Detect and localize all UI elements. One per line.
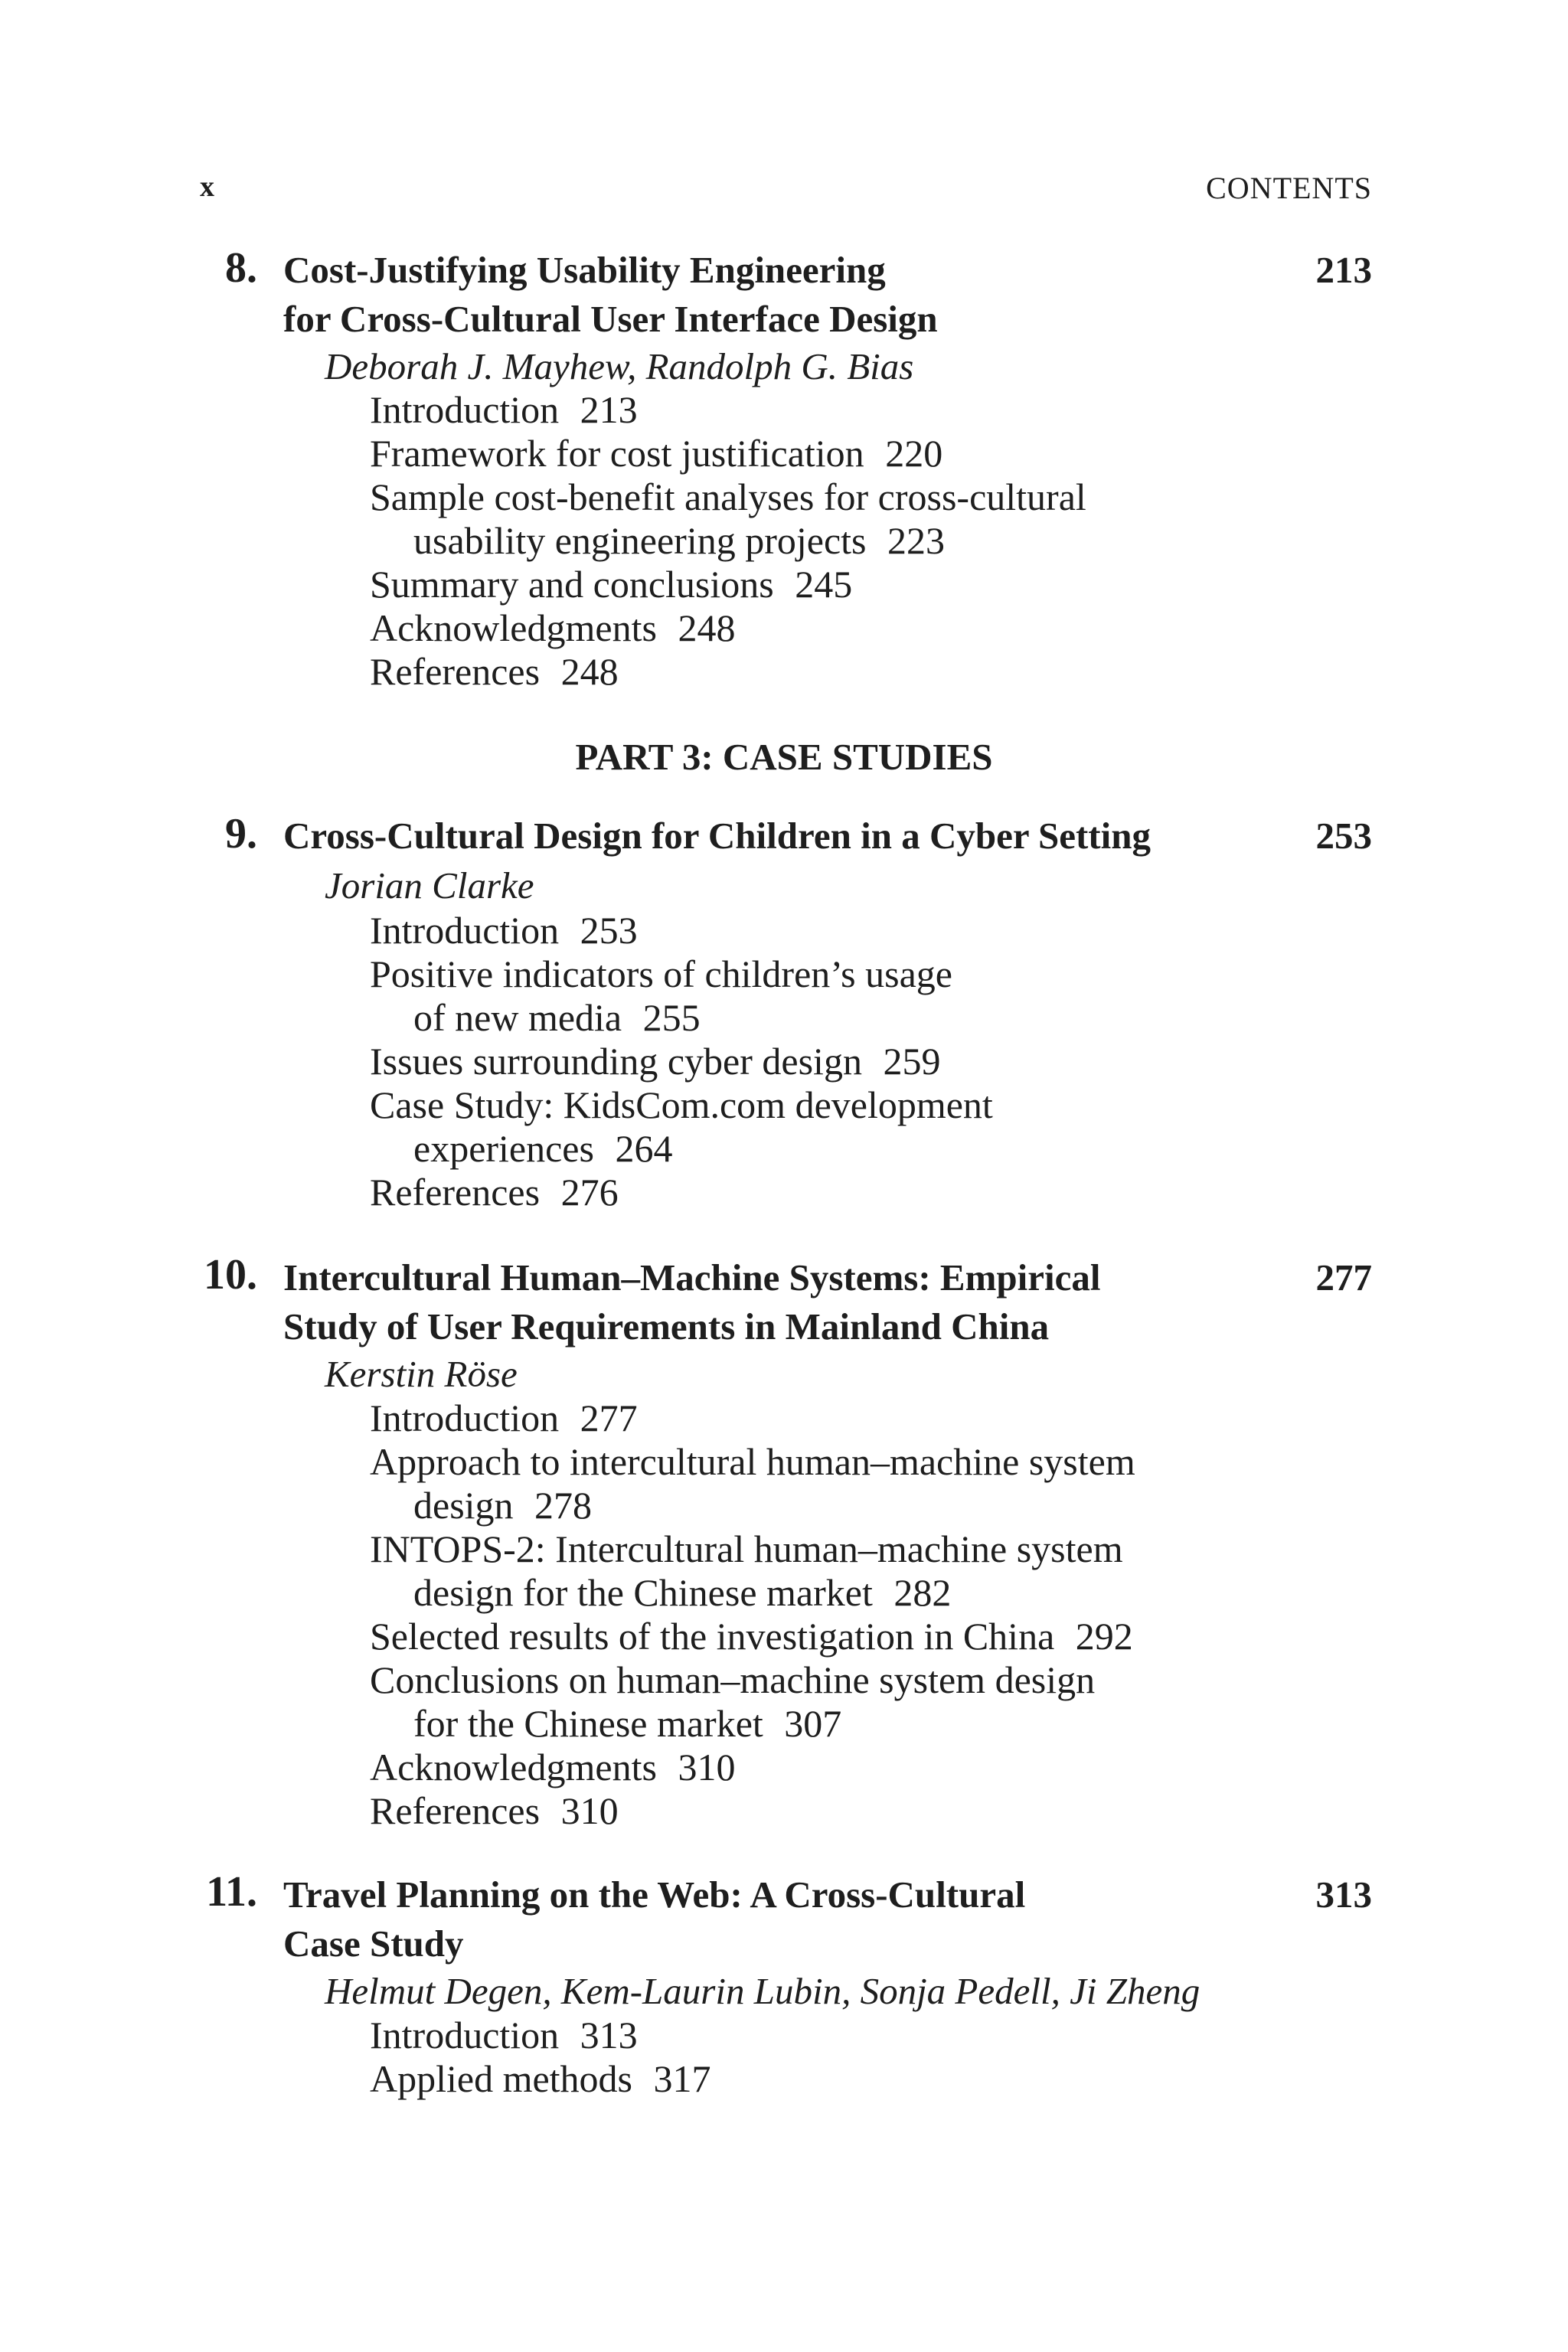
chapter-page: 253 (1315, 815, 1372, 857)
chapter-page: 277 (1315, 1256, 1372, 1298)
section-entry (370, 1039, 940, 1083)
section-title-continued: experiences (413, 1127, 594, 1170)
running-title: CONTENTS (1206, 171, 1372, 205)
section-entry-continued (413, 518, 945, 563)
section-entry (370, 2056, 711, 2101)
section-entry (370, 649, 619, 694)
section-page: 255 (642, 996, 701, 1039)
section-page: 278 (534, 1484, 593, 1527)
section-entry (370, 562, 852, 606)
section-title: Introduction (370, 1396, 560, 1439)
section-page: 313 (580, 2014, 638, 2056)
chapter-title-line: Study of User Requirements in Mainland China (283, 1305, 1050, 1348)
section-entry (370, 1788, 619, 1833)
section-entry (370, 606, 735, 650)
section-page: 292 (1075, 1615, 1133, 1658)
chapter-authors: Jorian Clarke (325, 864, 534, 906)
section-title-continued: for the Chinese market (413, 1702, 763, 1745)
part-heading: PART 3: CASE STUDIES (575, 736, 993, 778)
section-title: Positive indicators of children’s usage (370, 952, 952, 995)
section-page: 276 (560, 1171, 619, 1214)
chapter-page: 313 (1315, 1873, 1372, 1916)
section-entry-continued (413, 995, 701, 1040)
section-page: 223 (887, 519, 946, 562)
section-title: Conclusions on human–machine system design (370, 1658, 1096, 1701)
section-entry-continued (413, 1126, 672, 1171)
section-title: Summary and conclusions (370, 563, 774, 606)
section-entry-continued (413, 1570, 951, 1615)
chapter-title-line: Cost-Justifying Usability Engineering (283, 249, 886, 291)
section-page: 220 (885, 432, 943, 475)
section-page: 310 (560, 1789, 619, 1832)
chapter-number: 11. (206, 1868, 257, 1916)
section-title: References (370, 1171, 541, 1214)
chapter-number: 10. (204, 1251, 257, 1298)
section-page: 282 (893, 1571, 952, 1614)
section-page: 307 (784, 1702, 842, 1745)
chapter-authors: Deborah J. Mayhew, Randolph G. Bias (325, 345, 914, 387)
section-title: References (370, 1789, 541, 1832)
section-title: Case Study: KidsCom.com development (370, 1083, 993, 1126)
section-title: Framework for cost justification (370, 432, 864, 475)
section-entry (370, 387, 638, 432)
section-entry-continued (413, 1701, 841, 1746)
section-page: 213 (580, 388, 638, 431)
section-page: 264 (615, 1127, 673, 1170)
chapter-title-line: Travel Planning on the Web: A Cross-Cultural (283, 1873, 1026, 1916)
section-page: 259 (883, 1040, 941, 1083)
section-title: Acknowledgments (370, 1746, 657, 1788)
chapter-number: 8. (225, 244, 257, 292)
section-page: 245 (795, 563, 853, 606)
section-title: Applied methods (370, 2057, 633, 2100)
section-title: Introduction (370, 388, 560, 431)
section-title-continued: design for the Chinese market (413, 1571, 873, 1614)
section-title: Selected results of the investigation in China (370, 1615, 1055, 1658)
section-page: 248 (560, 650, 619, 693)
section-page: 253 (580, 909, 638, 952)
section-page: 277 (580, 1396, 638, 1439)
section-entry (370, 431, 942, 475)
section-entry (370, 1745, 735, 1789)
section-title: INTOPS-2: Intercultural human–machine system (370, 1527, 1123, 1570)
section-title: Sample cost-benefit analyses for cross-cultural (370, 475, 1086, 518)
section-page: 248 (678, 606, 736, 649)
chapter-authors: Helmut Degen, Kem-Laurin Lubin, Sonja Pedell, Ji Zheng (325, 1970, 1200, 2012)
section-entry (370, 1170, 619, 1214)
section-title: Introduction (370, 909, 560, 952)
chapter-title-line: Case Study (283, 1922, 464, 1965)
section-title-continued: of new media (413, 996, 622, 1039)
chapter-title-line: for Cross-Cultural User Interface Design (283, 298, 938, 340)
section-title-continued: usability engineering projects (413, 519, 867, 562)
section-title: Introduction (370, 2014, 560, 2056)
section-title: Acknowledgments (370, 606, 657, 649)
chapter-page: 213 (1315, 249, 1372, 291)
chapter-title-line: Intercultural Human–Machine Systems: Empirical (283, 1256, 1101, 1298)
page-number: x (200, 171, 214, 203)
section-page: 310 (678, 1746, 736, 1788)
section-entry (370, 1396, 638, 1440)
section-entry-continued (413, 1483, 592, 1527)
chapter-number: 9. (225, 810, 257, 858)
section-entry (370, 908, 638, 952)
chapter-authors: Kerstin Röse (325, 1353, 518, 1395)
section-entry (370, 1614, 1133, 1658)
chapter-title-line: Cross-Cultural Design for Children in a Cyber Setting (283, 815, 1151, 857)
section-title-continued: design (413, 1484, 514, 1527)
section-title: Issues surrounding cyber design (370, 1040, 862, 1083)
section-entry (370, 2013, 638, 2057)
section-title: Approach to intercultural human–machine system (370, 1440, 1135, 1483)
section-title: References (370, 650, 541, 693)
section-page: 317 (653, 2057, 711, 2100)
